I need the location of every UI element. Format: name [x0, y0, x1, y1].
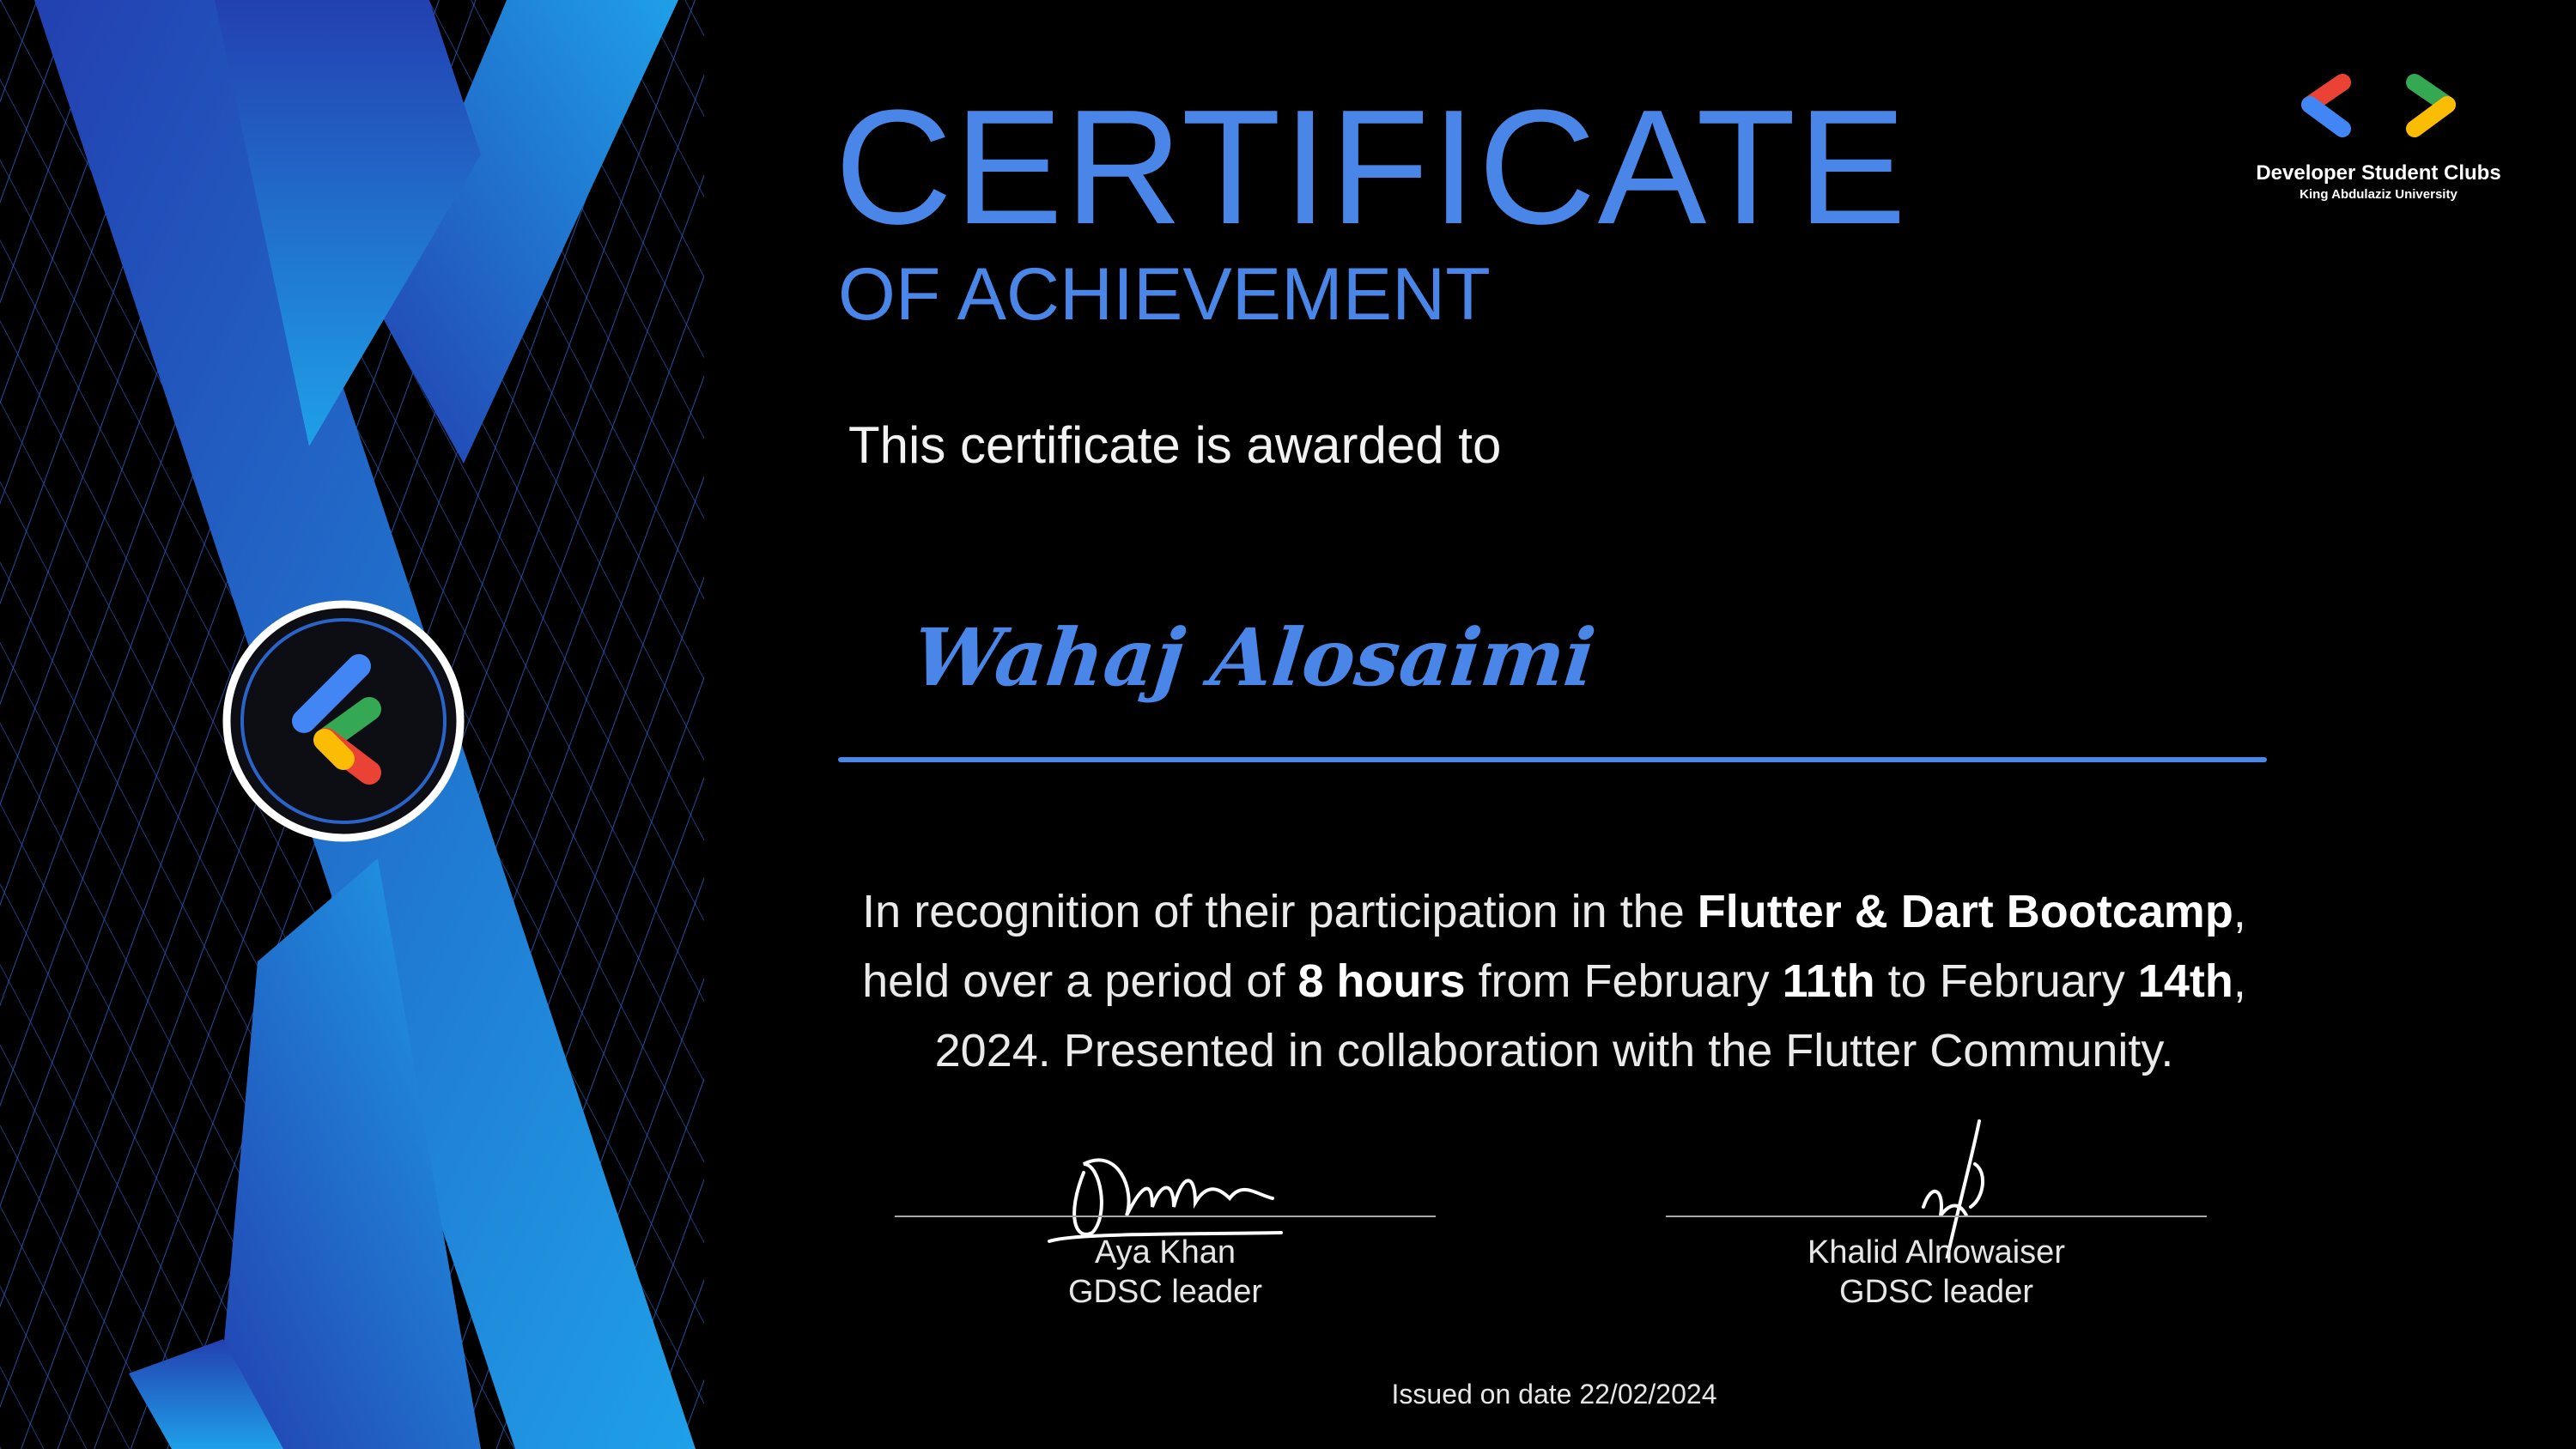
event-name: Flutter & Dart Bootcamp [1697, 886, 2233, 937]
gdsc-brackets-icon [2293, 67, 2464, 156]
issued-date: Issued on date 22/02/2024 [1391, 1379, 1717, 1410]
signature-line [895, 1216, 1436, 1217]
ribbon-decoration [0, 0, 704, 1449]
signatory-role: GDSC leader [1839, 1274, 2033, 1310]
end-day: 14th [2137, 955, 2233, 1007]
organization-logo [2233, 67, 2524, 202]
signatory-name: Khalid Alnowaiser [1807, 1234, 2065, 1270]
certificate-subtitle: OF ACHIEVEMENT [838, 253, 1491, 336]
body-text-segment: from February [1465, 955, 1783, 1007]
body-text-segment: In recognition of their participation in the [862, 886, 1698, 937]
body-text-segment: to February [1874, 955, 2138, 1007]
event-duration: 8 hours [1297, 955, 1466, 1007]
body-text-segment: 2024. Presented in collaboration with the Flutter Community. [934, 1025, 2174, 1076]
organization-university: King Abdulaziz University [2300, 187, 2458, 202]
recipient-name: Wahaj Alosaimi [908, 611, 1600, 704]
recognition-text [824, 877, 2284, 1086]
start-day: 11th [1782, 955, 1875, 1007]
signatory-name: Aya Khan [1094, 1234, 1236, 1270]
body-text-segment: , [2233, 955, 2246, 1007]
awarded-to-text: This certificate is awarded to [848, 416, 1502, 474]
body-text-segment: held over a period of [862, 955, 1298, 1007]
organization-name: Developer Student Clubs [2256, 161, 2501, 185]
certificate-title: CERTIFICATE [835, 76, 1909, 258]
body-text-segment: , [2233, 886, 2246, 937]
signature-line [1666, 1216, 2207, 1217]
name-underline [838, 757, 2267, 762]
signatory-role: GDSC leader [1068, 1274, 1262, 1310]
